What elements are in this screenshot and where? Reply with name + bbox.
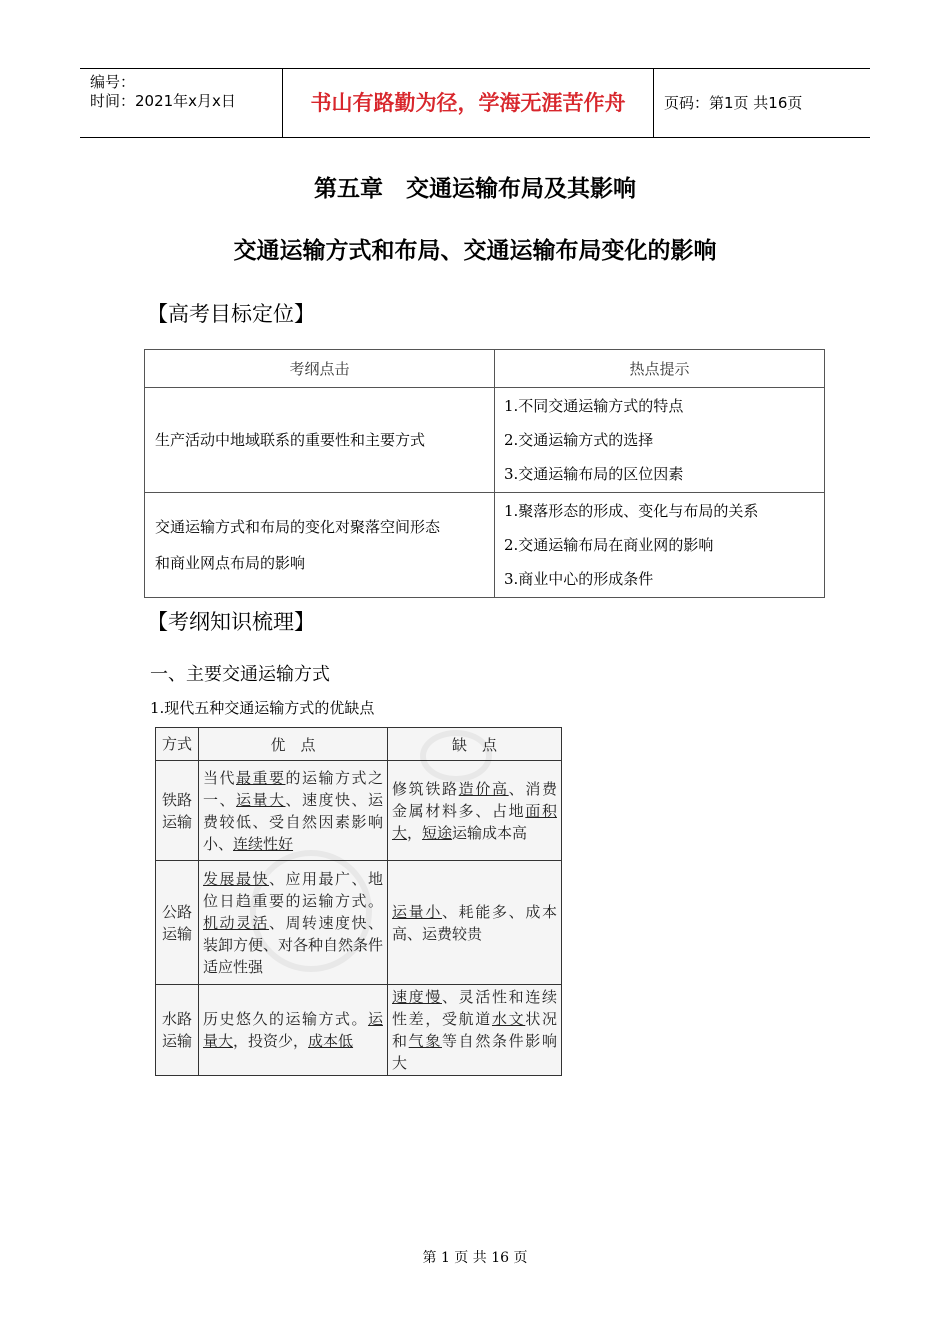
pros-text: 、速度快、运费较低、受自然因素影响小、	[203, 790, 383, 853]
mode-name: 运输	[161, 1032, 192, 1050]
cons-key-term: 运量小	[392, 902, 442, 921]
pros-cell	[199, 985, 388, 1076]
cons-text: 、灵活性和连续性差，受航道	[392, 988, 557, 1028]
motto-text: 书山有路勤为径，学海无涯苦作舟	[310, 91, 626, 115]
goal-point-text: 和商业网点布局的影响	[155, 554, 306, 572]
section-knowledge-heading: 【考纲知识梳理】	[147, 610, 315, 634]
hint-item: 2.交通运输布局在商业网的影响	[504, 536, 714, 554]
table-row	[156, 761, 562, 861]
cons-text: 运输成本高	[452, 823, 528, 842]
sub-heading: 一、主要交通运输方式	[150, 664, 330, 685]
goal-hints-cell	[495, 493, 825, 598]
watermark-decoration	[420, 730, 492, 782]
header-page-cell	[654, 69, 870, 137]
cons-cell	[388, 861, 562, 985]
cons-text: 、耗能多、成本高、运费较贵	[392, 902, 557, 943]
item-heading: 1.现代五种交通运输方式的优缺点	[150, 699, 375, 717]
cons-key-term: 面积大	[392, 801, 557, 842]
cons-key-term: 水文	[491, 1010, 526, 1028]
mode-name: 铁路	[161, 790, 192, 809]
pros-key-term: 运量大	[203, 1010, 383, 1050]
goal-table	[144, 349, 825, 598]
mode-cell	[156, 861, 199, 985]
mode-name: 水路	[161, 1010, 192, 1028]
goal-table-header	[145, 350, 825, 388]
pros-text: ，投资少，	[233, 1032, 309, 1050]
cons-text: 状况和	[392, 1010, 557, 1050]
pros-text: 的运输方式之一、	[203, 768, 383, 809]
goal-header-hints: 热点提示	[495, 350, 825, 388]
table-row	[156, 985, 562, 1076]
modes-header-mode: 方式	[156, 728, 199, 761]
page-header	[80, 68, 870, 138]
pros-cell	[199, 761, 388, 861]
hint-item: 2.交通运输方式的选择	[504, 431, 654, 449]
mode-name: 公路	[161, 902, 192, 921]
pros-text: 、周转速度快、装卸方便、对各种自然条件适应性强	[203, 913, 384, 976]
pros-key-term: 运量大	[236, 790, 286, 809]
cons-key-term: 短途	[422, 823, 453, 842]
table-row	[145, 493, 825, 598]
page-info: 页码：第1页 共16页	[664, 94, 803, 112]
hint-item: 1.不同交通运输方式的特点	[504, 397, 684, 415]
chapter-title: 第五章 交通运输布局及其影响	[314, 176, 636, 202]
hint-item: 3.交通运输布局的区位因素	[504, 465, 684, 483]
modes-header-cons: 缺 点	[388, 728, 562, 761]
goal-point-cell	[145, 493, 495, 598]
cons-key-term: 速度慢	[392, 988, 442, 1006]
mode-cell	[156, 985, 199, 1076]
section-goal-heading: 【高考目标定位】	[147, 302, 315, 326]
mode-name: 运输	[161, 812, 192, 831]
goal-header-point: 考纲点击	[145, 350, 495, 388]
cons-key-term: 造价高	[458, 779, 509, 798]
goal-point-text: 交通运输方式和布局的变化对聚落空间形态	[155, 518, 441, 536]
hint-item: 1.聚落形态的形成、变化与布局的关系	[504, 502, 759, 520]
table-row	[145, 388, 825, 493]
header-meta-cell	[80, 69, 283, 137]
cons-text: 修筑铁路	[392, 779, 459, 798]
lesson-title: 交通运输方式和布局、交通运输布局变化的影响	[233, 238, 717, 264]
cons-text: 等自然条件影响大	[392, 1032, 557, 1072]
hint-item: 3.商业中心的形成条件	[504, 570, 654, 588]
number-label: 编号：	[90, 73, 136, 91]
goal-hints-cell	[495, 388, 825, 493]
modes-table-header	[156, 728, 562, 761]
watermark-decoration	[250, 850, 372, 972]
pros-key-term: 最重要	[236, 768, 286, 787]
pros-text: 历史悠久的运输方式。	[203, 1010, 368, 1028]
page-footer: 第 1 页 共 16 页	[422, 1250, 528, 1266]
header-motto-cell	[283, 69, 654, 137]
pros-text: 当代	[203, 768, 236, 787]
time-label: 时间：2021年x月x日	[90, 92, 236, 110]
cons-cell	[388, 985, 562, 1076]
mode-name: 运输	[161, 924, 192, 943]
mode-cell	[156, 761, 199, 861]
modes-header-pros: 优 点	[199, 728, 388, 761]
goal-point-cell	[145, 388, 495, 493]
pros-key-term: 成本低	[308, 1032, 354, 1050]
cons-text: ，	[407, 823, 423, 842]
cons-key-term: 气象	[408, 1032, 442, 1050]
pros-text: 、应用最广、地位日趋重要的运输方式。	[203, 869, 383, 910]
pros-key-term: 连续性好	[233, 834, 294, 853]
cons-text: 、消费金属材料多、占地	[392, 779, 557, 820]
pros-key-term: 机动灵活	[203, 913, 269, 932]
goal-point-text: 生产活动中地域联系的重要性和主要方式	[155, 431, 426, 449]
pros-key-term: 发展最快	[203, 869, 269, 888]
